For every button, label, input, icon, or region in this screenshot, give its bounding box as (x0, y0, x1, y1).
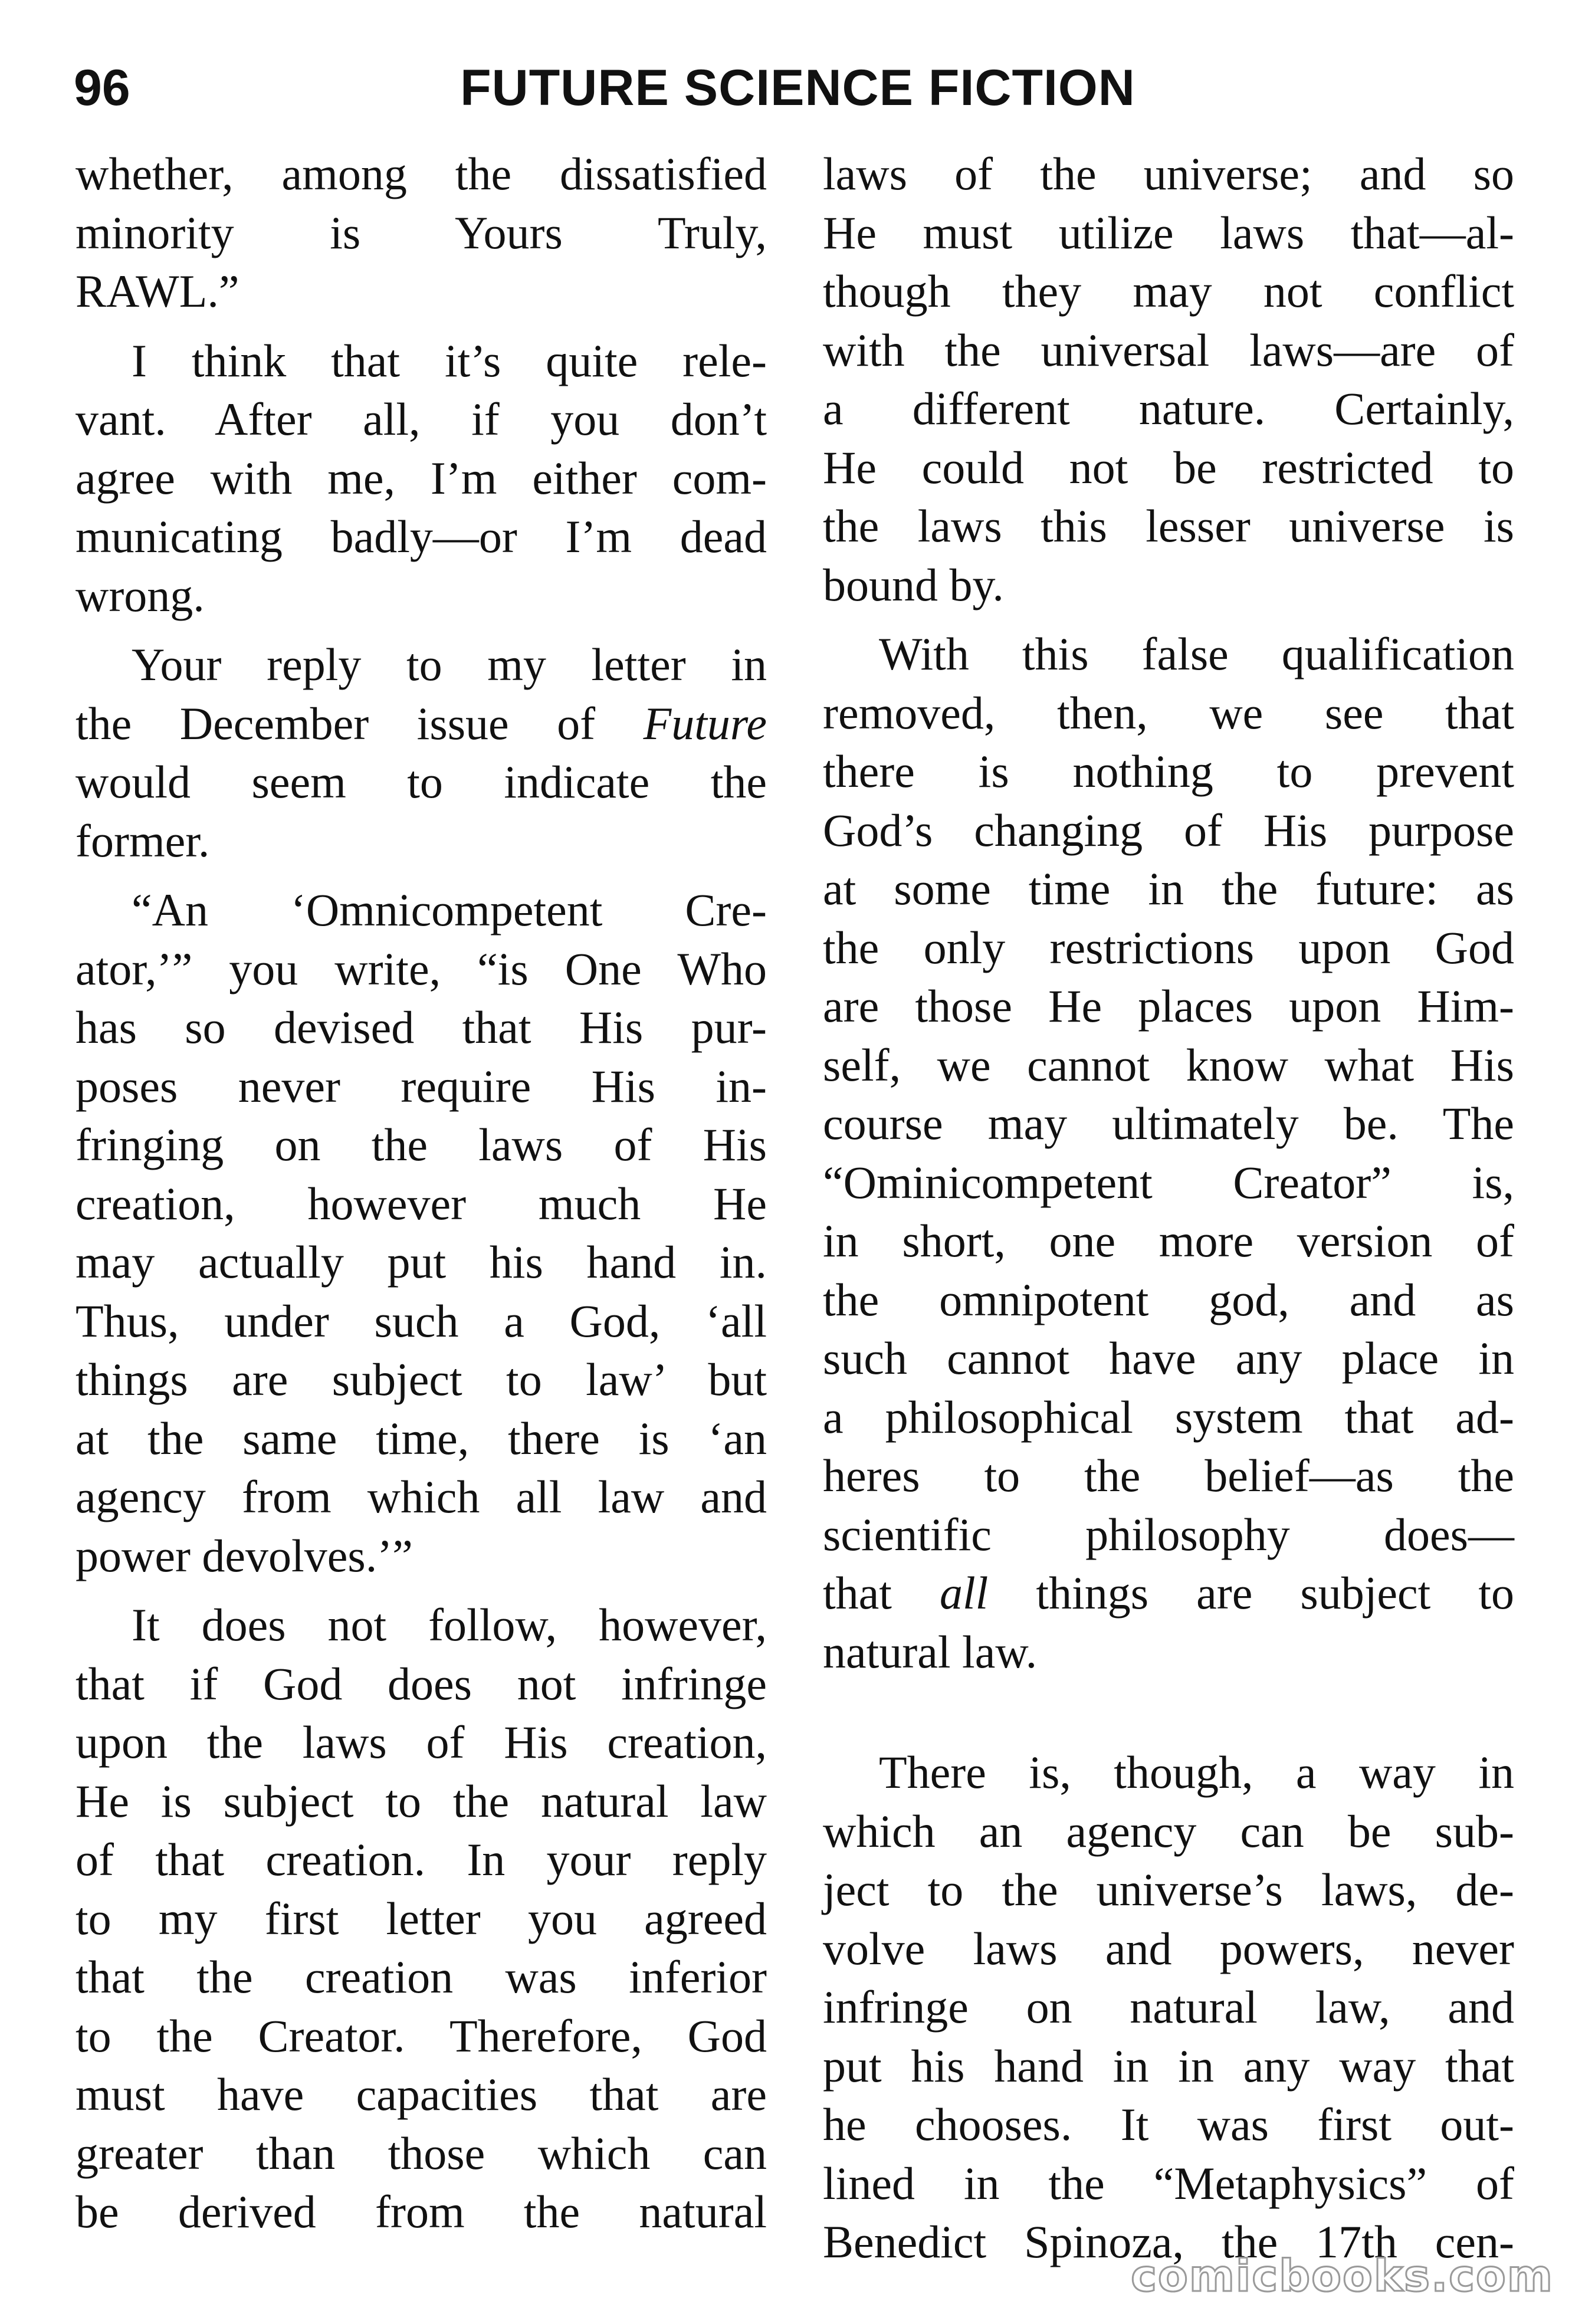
page-number: 96 (74, 60, 130, 116)
text-line: Thus, under such a God, ‘all (76, 1295, 767, 1347)
text-line: scientific philosophy does— (823, 1508, 1514, 1560)
text-line: though they may not conflict (823, 265, 1514, 317)
text-line: Benedict Spinoza, the 17th cen- (823, 2216, 1514, 2267)
text-line: wrong. (76, 569, 205, 621)
text-line: at some time in the future: as (823, 863, 1514, 914)
text-line: RAWL.” (76, 265, 239, 317)
text-line: the only restrictions upon God (823, 921, 1514, 973)
paragraph-gap (76, 1585, 767, 1596)
text-line: the December issue of Future (76, 697, 767, 749)
text-line: With this false qualification (879, 628, 1514, 680)
text-line: poses never require His in- (76, 1060, 767, 1112)
running-title: FUTURE SCIENCE FICTION (460, 60, 1135, 116)
text-line: a different nature. Certainly, (823, 383, 1514, 434)
text-line: heres to the belief—as the (823, 1450, 1514, 1501)
text-line: removed, then, we see that (823, 687, 1514, 738)
text-line: He must utilize laws that—al- (823, 206, 1514, 258)
paragraph-gap (823, 1681, 1514, 1743)
text-line: would seem to indicate the (76, 756, 767, 808)
text-line: are those He places upon Him- (823, 980, 1514, 1032)
text-line: must have capacities that are (76, 2069, 767, 2120)
text-line: agree with me, I’m either com- (76, 452, 767, 504)
text-line: natural law. (823, 1626, 1038, 1678)
text-line: greater than those which can (76, 2127, 767, 2179)
page-header (74, 59, 1522, 124)
text-line: things are subject to law’ but (76, 1354, 767, 1405)
text-line: minority is Yours Truly, (76, 206, 767, 258)
text-line: may actually put his hand in. (76, 1236, 767, 1288)
text-line: to my first letter you agreed (76, 1892, 767, 1944)
text-line: municating badly—or I’m dead (76, 511, 767, 562)
text-line: Your reply to my letter in (132, 639, 767, 690)
text-line: power devolves.’” (76, 1529, 413, 1581)
paragraph-gap (76, 870, 767, 881)
text-line: former. (76, 815, 210, 866)
text-line: which an agency can be sub- (823, 1805, 1514, 1857)
text-line: self, we cannot know what His (823, 1039, 1514, 1091)
text-line: vant. After all, if you don’t (76, 393, 767, 445)
text-line: be derived from the natural (76, 2186, 767, 2237)
text-line: a philosophical system that ad- (823, 1391, 1514, 1443)
text-line: ator,’” you write, “is One Who (76, 943, 767, 994)
paragraph-gap (823, 614, 1514, 625)
paragraph-gap (76, 625, 767, 635)
text-line: he chooses. It was first out- (823, 2099, 1514, 2150)
text-line: in short, one more version of (823, 1215, 1514, 1266)
text-line: put his hand in in any way that (823, 2040, 1514, 2092)
text-line: that all things are subject to (823, 1567, 1514, 1619)
text-line: has so devised that His pur- (76, 1002, 767, 1053)
text-line: of that creation. In your reply (76, 1834, 767, 1885)
paragraph-gap (76, 321, 767, 331)
right-text-column (823, 145, 1514, 2272)
text-line: whether, among the dissatisfied (76, 148, 767, 199)
text-line: “An ‘Omnicompetent Cre- (132, 884, 767, 935)
text-line: There is, though, a way in (879, 1747, 1514, 1798)
text-line: such cannot have any place in (823, 1332, 1514, 1384)
text-line: that the creation was inferior (76, 1951, 767, 2003)
text-line: there is nothing to prevent (823, 746, 1514, 797)
left-text-column (76, 145, 767, 2241)
text-line: upon the laws of His creation, (76, 1716, 767, 1768)
text-line: at the same time, there is ‘an (76, 1412, 767, 1464)
watermark: comicbooks.com (1131, 2251, 1554, 2302)
text-line: infringe on natural law, and (823, 1981, 1514, 2033)
text-line: ject to the universe’s laws, de- (823, 1864, 1514, 1915)
text-line: that if God does not infringe (76, 1657, 767, 1709)
text-line: I think that it’s quite rele- (132, 334, 767, 386)
text-line: volve laws and powers, never (823, 1922, 1514, 1974)
text-line: creation, however much He (76, 1177, 767, 1229)
text-line: agency from which all law and (76, 1471, 767, 1522)
text-line: course may ultimately be. The (823, 1098, 1514, 1149)
text-line: He is subject to the natural law (76, 1775, 767, 1827)
text-line: fringing on the laws of His (76, 1119, 767, 1170)
text-line: “Ominicompetent Creator” is, (823, 1156, 1514, 1208)
text-line: laws of the universe; and so (823, 148, 1514, 199)
text-line: God’s changing of His purpose (823, 804, 1514, 856)
text-line: bound by. (823, 559, 1004, 610)
text-line: It does not follow, however, (132, 1599, 767, 1650)
text-line: to the Creator. Therefore, God (76, 2010, 767, 2062)
text-line: the omnipotent god, and as (823, 1273, 1514, 1325)
text-line: lined in the “Metaphysics” of (823, 2157, 1514, 2209)
text-line: with the universal laws—are of (823, 324, 1514, 376)
text-line: the laws this lesser universe is (823, 500, 1514, 552)
text-line: He could not be restricted to (823, 441, 1514, 493)
